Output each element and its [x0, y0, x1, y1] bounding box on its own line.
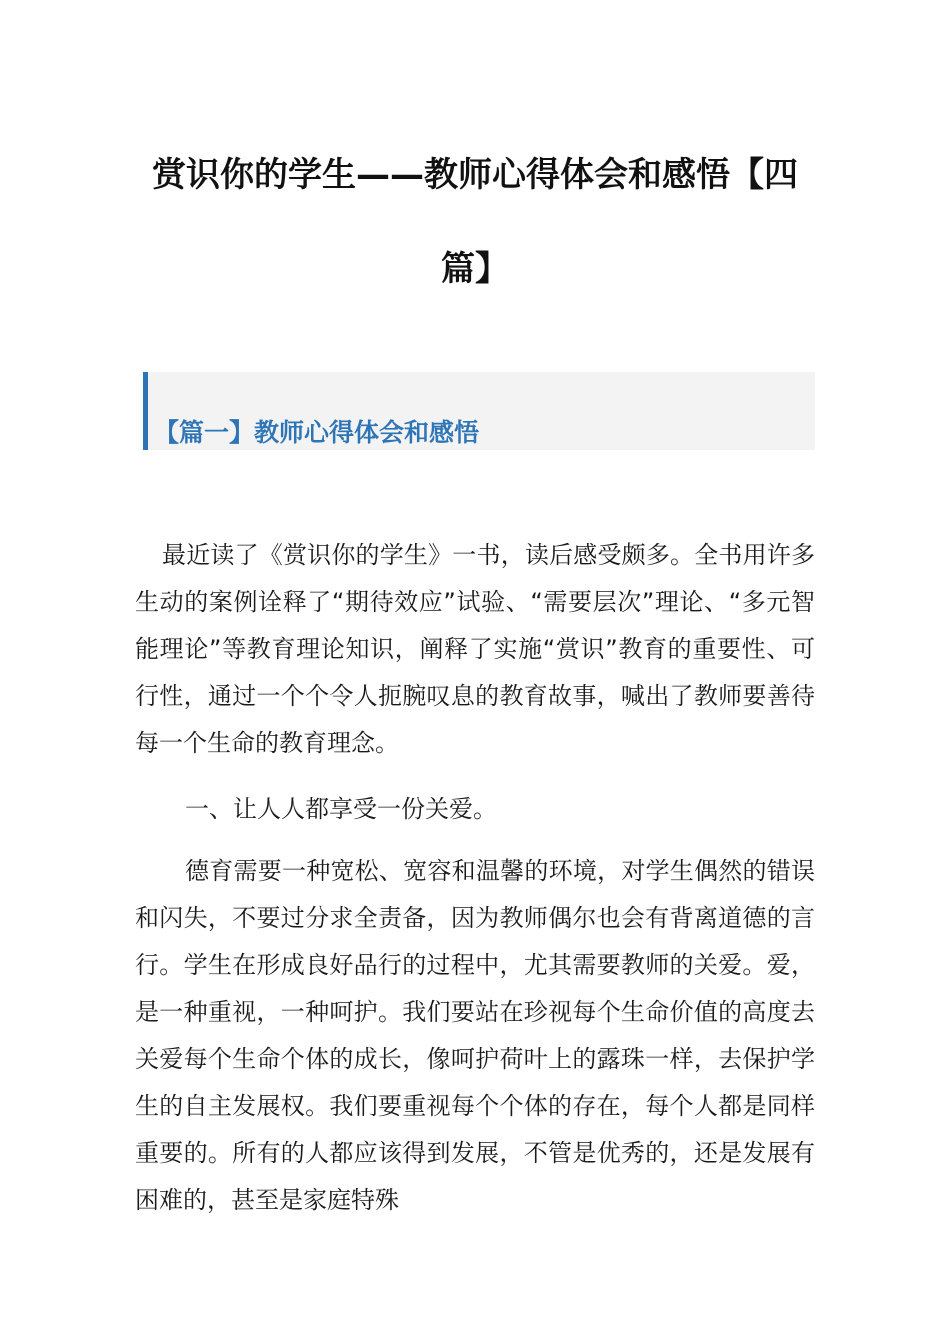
section-header: [143, 372, 815, 450]
paragraph-intro: 最近读了《赏识你的学生》一书，读后感受颇多。全书用许多生动的案例诠释了“期待效应”试验、“需要层次”理论、“多元智能理论”等教育理论知识，阐释了实施“赏识”教育的重要性、可行性，通过一个个令人扼腕叹息的教育故事，喊出了教师要善待每一个生命的教育理念。: [135, 541, 815, 757]
subheading-1: 一、让人人都享受一份关爱。: [185, 795, 497, 823]
paragraph-care: 德育需要一种宽松、宽容和温馨的环境，对学生偶然的错误和闪失，不要过分求全责备，因为教师偶尔也会有背离道德的言行。学生在形成良好品行的过程中，尤其需要教师的关爱。爱，是一种重视，一种呵护。我们要站在珍视每个生命价值的高度去关爱每个生命个体的成长，像呵护荷叶上的露珠一样，去保护学生的自主发展权。我们要重视每个个体的存在，每个人都是同样重要的。所有的人都应该得到发展，不管是优秀的，还是发展有困难的，甚至是家庭特殊: [135, 857, 815, 1214]
document-title: 赏识你的学生——教师心得体会和感悟【四篇】: [152, 155, 798, 289]
section-header-text: 【篇一】教师心得体会和感悟: [154, 418, 480, 447]
